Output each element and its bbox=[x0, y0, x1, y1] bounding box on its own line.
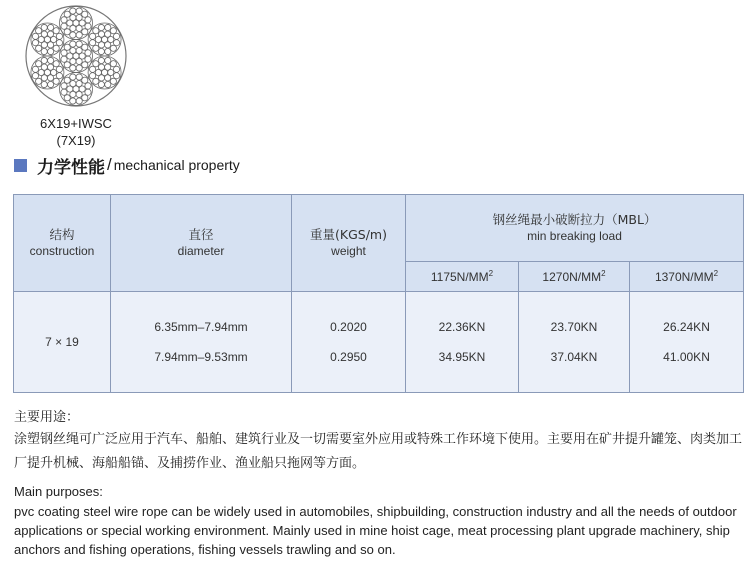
header-grade-1370 bbox=[630, 262, 744, 292]
section-separator: / bbox=[107, 155, 112, 174]
grade-exponent: 2 bbox=[488, 269, 494, 278]
section-heading bbox=[14, 152, 240, 178]
weight-row-1: 0.2020 bbox=[330, 320, 367, 334]
usage-title-cn: 主要用途： bbox=[14, 410, 80, 425]
mbl-1370-cell bbox=[630, 292, 744, 393]
grade-exponent: 2 bbox=[713, 269, 719, 278]
usage-text-en: pvc coating steel wire rope can be widely used in automobiles, shipbuilding, construction industry and all the needs of outdoor applications or special working environment. Mainly used in mine hoist cage, meat processing plant upgrade machinery, ship anchors and fishing operations, fishing vessels trawling and so on. bbox=[14, 504, 737, 557]
section-title-cn: 力学性能 bbox=[37, 157, 105, 178]
usage-title-en: Main purposes: bbox=[14, 484, 103, 499]
usage-text-cn: 涂塑钢丝绳可广泛应用于汽车、船舶、建筑行业及一切需要室外应用或特殊工作环境下使用。主要用在矿井提升罐笼、肉类加工厂提升机械、海船船锚、及捕捞作业、渔业船只拖网等方面。 bbox=[14, 432, 743, 471]
header-grade-1175 bbox=[406, 262, 519, 292]
header-construction-en: construction bbox=[29, 244, 95, 258]
header-mbl bbox=[406, 195, 744, 262]
header-mbl-en: min breaking load bbox=[527, 229, 622, 243]
header-weight bbox=[292, 195, 406, 292]
section-title-en: mechanical property bbox=[113, 157, 240, 173]
diameter-row-1: 6.35mm–7.94mm bbox=[154, 320, 248, 334]
grade-exponent: 2 bbox=[601, 269, 606, 278]
construction-cell: 7 × 19 bbox=[14, 292, 111, 393]
grade-label: 1175N/MM bbox=[430, 270, 489, 284]
section-square-icon bbox=[14, 159, 27, 172]
mbl-1175-row-1: 22.36KN bbox=[438, 320, 486, 334]
mbl-1270-cell bbox=[519, 292, 630, 393]
mbl-1175-row-2: 34.95KN bbox=[438, 350, 486, 364]
header-construction-cn: 结构 bbox=[49, 227, 75, 242]
mbl-1370-row-1: 26.24KN bbox=[663, 320, 710, 334]
header-mbl-cn: 钢丝绳最小破断拉力（MBL） bbox=[492, 212, 657, 227]
header-weight-en: weight bbox=[331, 244, 366, 258]
wire-rope-cross-section-icon bbox=[24, 4, 128, 108]
mbl-1175-cell bbox=[406, 292, 519, 393]
header-grade-1270 bbox=[519, 262, 630, 292]
mbl-1270-row-1: 23.70KN bbox=[550, 320, 598, 334]
mbl-1370-row-2: 41.00KN bbox=[663, 350, 710, 364]
header-diameter bbox=[111, 195, 292, 292]
weight-row-2: 0.2950 bbox=[330, 350, 367, 364]
mechanical-property-table bbox=[13, 194, 744, 393]
grade-label: 1370N/MM bbox=[654, 270, 714, 284]
weight-cell bbox=[292, 292, 406, 393]
grade-label: 1270N/MM bbox=[542, 270, 602, 284]
mbl-1270-row-2: 37.04KN bbox=[550, 350, 598, 364]
header-diameter-en: diameter bbox=[177, 244, 225, 258]
rope-label: 6X19+IWSC bbox=[40, 116, 112, 131]
header-construction bbox=[14, 195, 111, 292]
diameter-row-2: 7.94mm–9.53mm bbox=[154, 350, 248, 364]
header-weight-cn: 重量(KGS/m) bbox=[310, 227, 387, 242]
rope-sub-label: (7X19) bbox=[56, 133, 96, 148]
diameter-cell bbox=[111, 292, 292, 393]
header-diameter-cn: 直径 bbox=[188, 227, 214, 242]
